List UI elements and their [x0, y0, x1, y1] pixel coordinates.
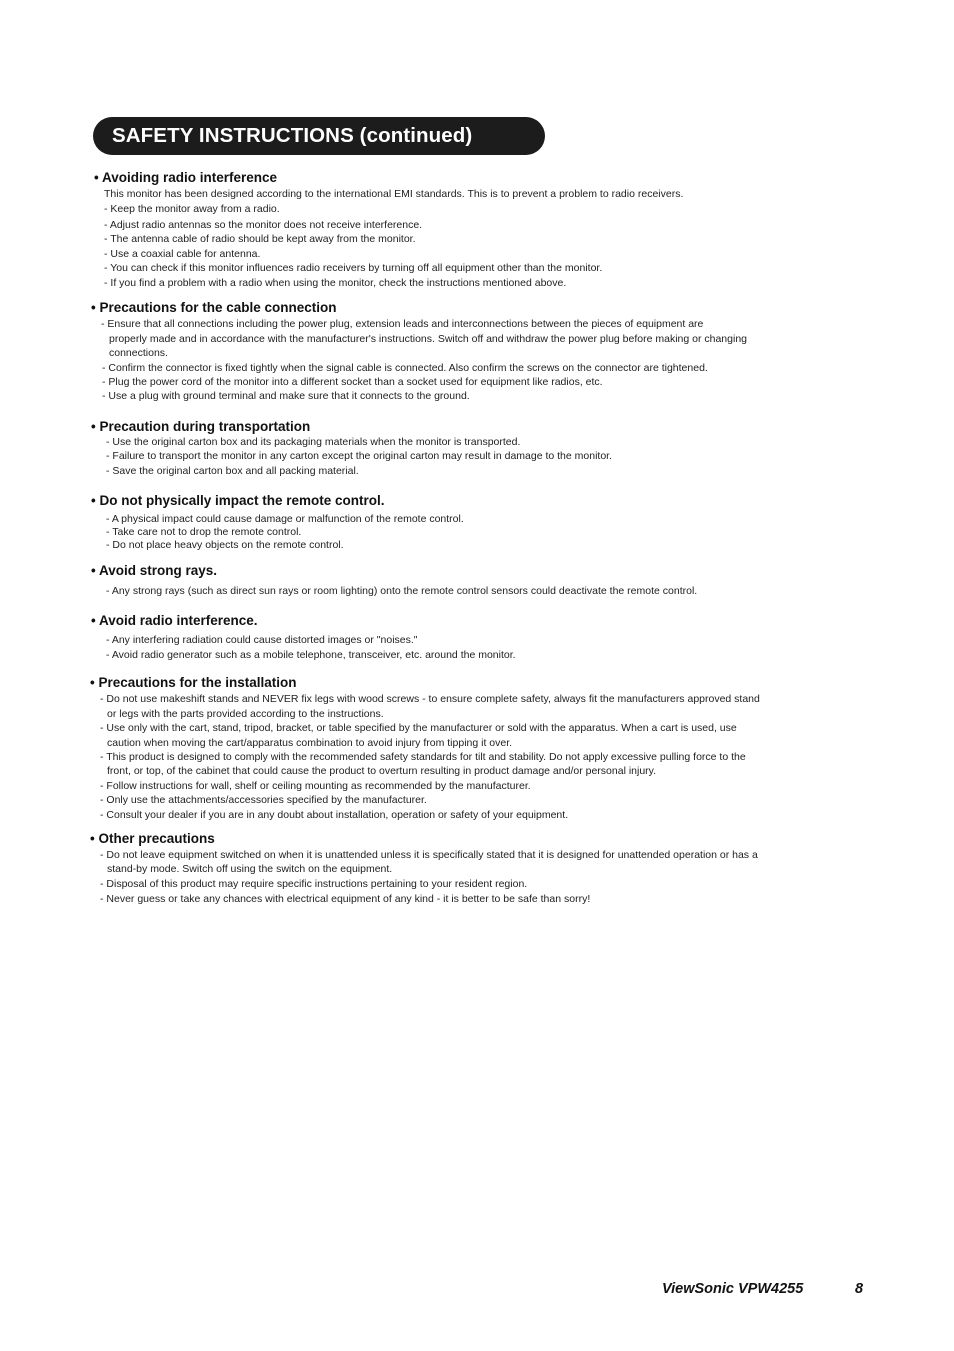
- text-line: - This product is designed to comply with the recommended safety standards for tilt and stability. Do not apply excessive pulling force to the: [100, 751, 746, 763]
- text-line: - Use a coaxial cable for antenna.: [104, 248, 261, 260]
- page-title: SAFETY INSTRUCTIONS (continued): [112, 124, 473, 147]
- text-line: - Consult your dealer if you are in any doubt about installation, operation or safety of your equipment.: [100, 809, 569, 821]
- text-line: properly made and in accordance with the manufacturer's instructions. Switch off and withdraw the power plug before making or changing: [109, 333, 747, 345]
- text-line: - The antenna cable of radio should be kept away from the monitor.: [104, 233, 416, 245]
- text-line: - A physical impact could cause damage or malfunction of the remote control.: [106, 513, 464, 525]
- text-line: - Avoid radio generator such as a mobile telephone, transceiver, etc. around the monitor.: [106, 649, 516, 661]
- text-line: - Take care not to drop the remote control.: [106, 526, 302, 538]
- heading-other-precautions: • Other precautions: [90, 831, 215, 846]
- text-line: - Never guess or take any chances with electrical equipment of any kind - it is better to be safe than sorry!: [100, 893, 591, 905]
- text-line: - Only use the attachments/accessories specified by the manufacturer.: [100, 794, 427, 806]
- text-line: - If you find a problem with a radio when using the monitor, check the instructions mentioned above.: [104, 277, 567, 289]
- text-line: connections.: [109, 347, 168, 359]
- heading-transportation: • Precaution during transportation: [91, 419, 311, 434]
- text-line: This monitor has been designed according to the international EMI standards. This is to prevent a problem to radio receivers.: [104, 188, 684, 200]
- heading-cable-connection: • Precautions for the cable connection: [91, 300, 337, 315]
- text-line: - Do not use makeshift stands and NEVER fix legs with wood screws - to ensure complete safety, always fit the manufacturers approved stand: [100, 693, 760, 705]
- section-title-banner: [93, 117, 545, 155]
- text-line: - You can check if this monitor influences radio receivers by turning off all equipment other than the monitor.: [104, 262, 603, 274]
- text-line: - Ensure that all connections including the power plug, extension leads and interconnections between the pieces of equipment are: [101, 318, 704, 330]
- text-line: - Use only with the cart, stand, tripod, bracket, or table specified by the manufacturer or sold with the apparatus. When a cart is used, use: [100, 722, 737, 734]
- text-line: - Any interfering radiation could cause distorted images or "noises.": [106, 634, 418, 646]
- text-line: - Do not leave equipment switched on when it is unattended unless it is specifically stated that it is designed for unattended operation or has a: [100, 849, 758, 861]
- text-line: - Adjust radio antennas so the monitor does not receive interference.: [104, 219, 423, 231]
- page-number: 8: [855, 1281, 864, 1297]
- text-line: - Use the original carton box and its packaging materials when the monitor is transported.: [106, 436, 521, 448]
- text-line: - Confirm the connector is fixed tightly when the signal cable is connected. Also confirm the screws on the connector are tightened.: [102, 362, 708, 374]
- text-line: - Follow instructions for wall, shelf or ceiling mounting as recommended by the manufacturer.: [100, 780, 531, 792]
- text-line: - Do not place heavy objects on the remote control.: [106, 539, 344, 551]
- footer-brand-model: ViewSonic VPW4255: [662, 1281, 804, 1297]
- text-line: stand-by mode. Switch off using the switch on the equipment.: [107, 863, 393, 875]
- heading-avoiding-radio-interference: • Avoiding radio interference: [94, 170, 278, 185]
- text-line: front, or top, of the cabinet that could cause the product to overturn resulting in product damage and/or personal injury.: [107, 765, 657, 777]
- heading-strong-rays: • Avoid strong rays.: [91, 563, 218, 578]
- text-line: - Keep the monitor away from a radio.: [104, 203, 280, 215]
- text-line: - Plug the power cord of the monitor into a different socket than a socket used for equipment like radios, etc.: [102, 376, 603, 388]
- text-line: - Save the original carton box and all packing material.: [106, 465, 359, 477]
- text-line: - Any strong rays (such as direct sun rays or room lighting) onto the remote control sensors could deactivate the remote control.: [106, 585, 698, 597]
- text-line: - Use a plug with ground terminal and make sure that it connects to the ground.: [102, 390, 470, 402]
- heading-installation: • Precautions for the installation: [90, 675, 297, 690]
- heading-remote-impact: • Do not physically impact the remote control.: [91, 493, 385, 508]
- text-line: or legs with the parts provided according to the instructions.: [107, 708, 384, 720]
- text-line: - Disposal of this product may require specific instructions pertaining to your resident region.: [100, 878, 528, 890]
- text-line: caution when moving the cart/apparatus combination to avoid injury from tipping it over.: [107, 737, 513, 749]
- text-line: - Failure to transport the monitor in any carton except the original carton may result in damage to the monitor.: [106, 450, 613, 462]
- heading-avoid-radio-interference: • Avoid radio interference.: [91, 613, 258, 628]
